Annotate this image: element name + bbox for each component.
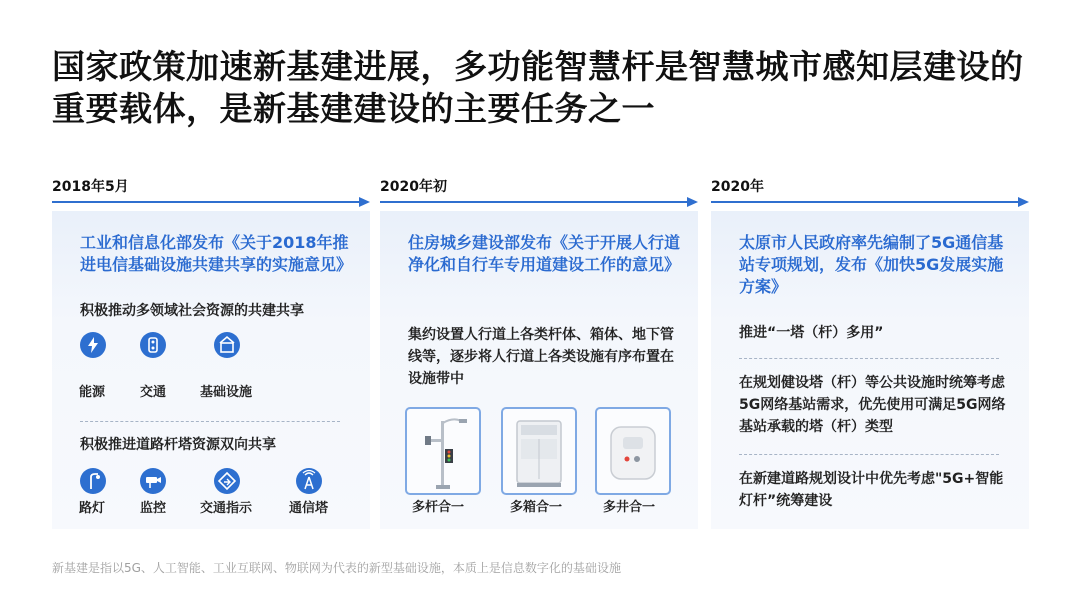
card-title: 住房城乡建设部发布《关于开展人行道净化和自行车专用道建设工作的意见》 bbox=[408, 233, 681, 274]
multi-well-image bbox=[595, 407, 671, 495]
footnote: 新基建是指以5G、人工智能、工业互联网、物联网为代表的新型基础设施，本质上是信息数字化的基础设施 bbox=[52, 561, 621, 575]
photo-label: 多井合一 bbox=[603, 500, 656, 515]
timeline-column-2020 bbox=[711, 178, 1029, 509]
traffic-sign-icon bbox=[214, 468, 240, 494]
timeline-column-2020-early bbox=[380, 178, 698, 515]
icon-label: 监控 bbox=[140, 501, 167, 516]
policy-paragraph: 集约设置人行道上各类杆体、箱体、地下管线等，逐步将人行道上各类设施有序布置在设施带中 bbox=[408, 327, 674, 387]
traffic-icon bbox=[140, 332, 166, 358]
icon-label: 通信塔 bbox=[289, 501, 329, 516]
page-title: 国家政策加速新基建进展，多功能智慧杆是智慧城市感知层建设的重要载体，是新基建建设的主要任务之一 bbox=[52, 47, 1024, 128]
surveillance-icon bbox=[140, 468, 166, 494]
photo-label: 多箱合一 bbox=[510, 500, 563, 515]
energy-icon bbox=[80, 332, 106, 358]
section-heading: 积极推动多领域社会资源的共建共享 bbox=[80, 303, 304, 319]
policy-item: 在新建道路规划设计中优先考虑"5G+智能灯杆”统筹建设 bbox=[739, 471, 1004, 509]
streetlight-icon bbox=[80, 468, 106, 494]
photo-label: 多杆合一 bbox=[412, 500, 465, 515]
policy-card bbox=[380, 211, 698, 529]
icon-label: 能源 bbox=[79, 385, 106, 400]
multi-box-image bbox=[501, 407, 577, 495]
multi-pole-image bbox=[405, 407, 481, 495]
infrastructure-icon bbox=[214, 332, 240, 358]
timeline-arrow bbox=[52, 197, 370, 207]
policy-card bbox=[711, 211, 1029, 529]
policy-item: 在规划健设塔（杆）等公共设施时统筹考虑5G网络基站需求，优先使用可满足5G网络基站承载的塔（杆）类型 bbox=[739, 375, 1006, 435]
card-title: 太原市人民政府率先编制了5G通信基站专项规划，发布《加快5G发展实施方案》 bbox=[739, 233, 1004, 296]
timeline-date: 2018年5月 bbox=[52, 179, 129, 195]
timeline-arrow bbox=[380, 197, 698, 207]
icon-label: 交通 bbox=[140, 385, 167, 400]
card-title: 工业和信息化部发布《关于2018年推进电信基础设施共建共享的实施意见》 bbox=[80, 233, 353, 274]
timeline-date: 2020年 bbox=[711, 179, 764, 195]
icon-label: 交通指示 bbox=[200, 501, 253, 516]
divider bbox=[739, 358, 999, 359]
icon-label: 基础设施 bbox=[200, 385, 253, 400]
divider bbox=[739, 454, 999, 455]
policy-card bbox=[52, 211, 370, 529]
timeline-column-2018 bbox=[52, 178, 370, 516]
timeline-date: 2020年初 bbox=[380, 179, 447, 195]
section-heading: 积极推进道路杆塔资源双向共享 bbox=[80, 437, 276, 453]
policy-item: 推进“一塔（杆）多用” bbox=[739, 325, 884, 341]
timeline-arrow bbox=[711, 197, 1029, 207]
icon-label: 路灯 bbox=[79, 501, 106, 516]
divider bbox=[80, 421, 340, 422]
telecom-tower-icon bbox=[296, 468, 322, 494]
